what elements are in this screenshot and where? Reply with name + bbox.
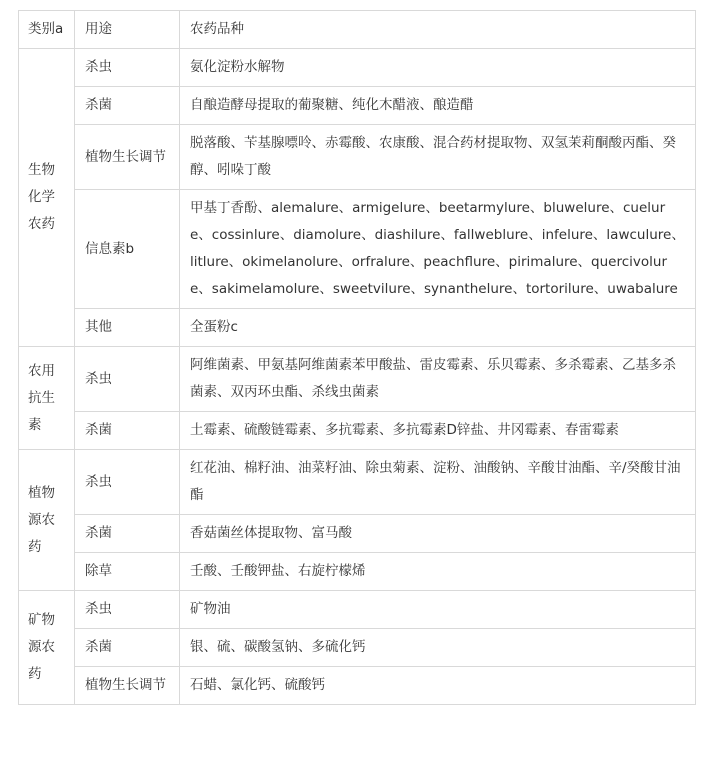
category-cell: 植物源农药 [19,450,75,591]
use-cell: 信息素b [75,190,180,309]
header-category: 类别a [19,11,75,49]
use-cell: 杀菌 [75,515,180,553]
table-row [19,87,696,125]
table-row [19,49,696,87]
category-cell: 矿物源农药 [19,591,75,705]
category-cell: 农用抗生素 [19,347,75,450]
variety-cell: 脱落酸、苄基腺嘌呤、赤霉酸、农康酸、混合药材提取物、双氢茉莉酮酸丙酯、癸醇、吲哚丁酸 [180,125,696,190]
variety-cell: 自酿造酵母提取的葡聚糖、纯化木醋液、酿造醋 [180,87,696,125]
table-row [19,125,696,190]
use-cell: 杀虫 [75,450,180,515]
use-cell: 杀菌 [75,87,180,125]
variety-cell: 香菇菌丝体提取物、富马酸 [180,515,696,553]
table-row [19,629,696,667]
table-row [19,309,696,347]
table-row [19,553,696,591]
use-cell: 杀菌 [75,412,180,450]
variety-cell: 红花油、棉籽油、油菜籽油、除虫菊素、淀粉、油酸钠、辛酸甘油酯、辛/癸酸甘油酯 [180,450,696,515]
use-cell: 植物生长调节 [75,667,180,705]
table-row [19,515,696,553]
use-cell: 杀虫 [75,347,180,412]
variety-cell: 阿维菌素、甲氨基阿维菌素苯甲酸盐、雷皮霉素、乐贝霉素、多杀霉素、乙基多杀菌素、双丙环虫酯、杀线虫菌素 [180,347,696,412]
use-cell: 杀虫 [75,49,180,87]
table-row [19,190,696,309]
variety-cell: 土霉素、硫酸链霉素、多抗霉素、多抗霉素D锌盐、井冈霉素、春雷霉素 [180,412,696,450]
use-cell: 其他 [75,309,180,347]
variety-cell: 银、硫、碳酸氢钠、多硫化钙 [180,629,696,667]
use-cell: 杀菌 [75,629,180,667]
category-cell: 生物化学农药 [19,49,75,347]
table-body [19,11,696,705]
variety-cell: 石蜡、氯化钙、硫酸钙 [180,667,696,705]
variety-cell: 氨化淀粉水解物 [180,49,696,87]
variety-cell: 矿物油 [180,591,696,629]
table-row [19,450,696,515]
variety-cell: 甲基丁香酚、alemalure、armigelure、beetarmylure、bluwelure、cuelure、cossinlure、diamolure、diashilure、fallweblure、infelure、lawculure、litlure、okimelanolure、orfralure、peachflure、pirimalure、quercivolure、sakimelamolure、sweetvilure、synanthelure、tortorilure、uwabalure [180,190,696,309]
use-cell: 植物生长调节 [75,125,180,190]
pesticide-table [18,10,696,705]
table-row [19,591,696,629]
use-cell: 杀虫 [75,591,180,629]
header-variety: 农药品种 [180,11,696,49]
variety-cell: 壬酸、壬酸钾盐、右旋柠檬烯 [180,553,696,591]
header-use: 用途 [75,11,180,49]
header-row [19,11,696,49]
use-cell: 除草 [75,553,180,591]
table-row [19,412,696,450]
variety-cell: 全蛋粉c [180,309,696,347]
table-row [19,347,696,412]
table-row [19,667,696,705]
